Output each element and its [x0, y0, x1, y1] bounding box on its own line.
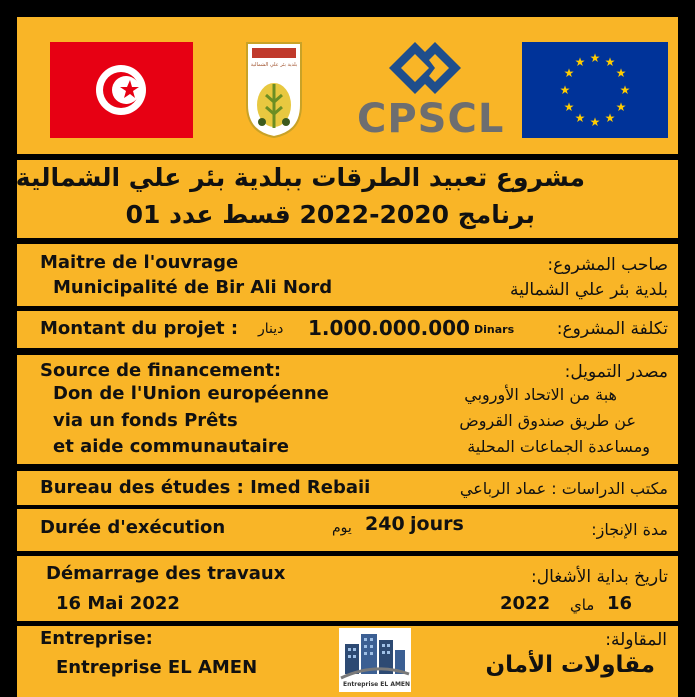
program-title: برنامج 2020-2022 قسط عدد 01 — [125, 200, 535, 229]
svg-text:★: ★ — [574, 111, 586, 125]
municipality-emblem — [244, 40, 304, 138]
demarrage-ar-label: تاريخ بداية الأشغال: — [531, 567, 668, 587]
montant-amount: 1.000.000.000 — [308, 316, 470, 340]
svg-text:★: ★ — [589, 115, 601, 129]
demarrage-fr-label: Démarrage des travaux — [46, 563, 286, 584]
cpscl-logo — [355, 40, 513, 140]
svg-text:★: ★ — [563, 100, 575, 114]
svg-text:★: ★ — [604, 111, 616, 125]
cpscl-logo-mark — [355, 40, 513, 102]
bureau-fr: Bureau des études : Imed Rebaii — [40, 477, 371, 498]
demarrage-fr-date: 16 Mai 2022 — [56, 593, 180, 614]
duree-fr-unit: jours — [410, 513, 464, 535]
svg-text:★: ★ — [563, 66, 575, 80]
svg-text:★: ★ — [604, 55, 616, 69]
eu-flag-stars — [522, 42, 668, 138]
duree-fr-label: Durée d'exécution — [40, 517, 226, 538]
duree-ar-unit: يوم — [332, 520, 352, 536]
entreprise-logo — [339, 628, 411, 692]
duree-ar-label: مدة الإنجاز: — [591, 520, 668, 539]
cpscl-label: CPSCL — [357, 96, 505, 142]
bureau-ar: مكتب الدراسات : عماد الرباعي — [459, 479, 668, 498]
source-fr-label: Source de financement: — [40, 360, 282, 381]
source-ar-line: هبة من الاتحاد الأوروبي — [464, 385, 617, 404]
svg-text:★: ★ — [589, 51, 601, 65]
source-ar-line: عن طريق صندوق القروض — [459, 411, 636, 430]
entreprise-logo-label: Entreprise EL AMEN — [343, 681, 411, 688]
demarrage-ar-year: 2022 — [500, 593, 551, 614]
entreprise-ar-value: مقاولات الأمان — [485, 652, 655, 678]
montant-ar-label: تكلفة المشروع: — [556, 319, 668, 339]
tunisia-flag-emblem — [50, 42, 193, 138]
municipality-emblem-text: بلدية بئر علي الشمالية — [250, 62, 298, 68]
source-fr-line: et aide communautaire — [53, 436, 289, 457]
maitre-fr-label: Maitre de l'ouvrage — [40, 252, 239, 273]
svg-text:★: ★ — [619, 83, 631, 97]
eu-flag — [522, 42, 668, 138]
svg-text:★: ★ — [615, 66, 627, 80]
project-title: مشروع تعبيد الطرقات ببلدية بئر علي الشمالية — [15, 163, 585, 192]
svg-text:★: ★ — [574, 55, 586, 69]
maitre-ar-label: صاحب المشروع: — [547, 255, 668, 275]
source-ar-line: ومساعدة الجماعات المحلية — [467, 437, 650, 456]
entreprise-ar-label: المقاولة: — [605, 630, 667, 650]
montant-ar-currency: دينار — [258, 321, 284, 337]
source-ar-label: مصدر التمويل: — [564, 362, 668, 382]
demarrage-ar-month: ماي — [570, 596, 595, 614]
maitre-ar-value: بلدية بئر علي الشمالية — [509, 280, 668, 300]
entreprise-fr-label: Entreprise: — [40, 628, 153, 649]
montant-fr-currency: Dinars — [474, 323, 515, 336]
duree-value: 240 — [365, 513, 405, 535]
montant-fr-label: Montant du projet : — [40, 318, 239, 339]
entreprise-fr-value: Entreprise EL AMEN — [56, 657, 258, 678]
source-fr-line: Don de l'Union européenne — [53, 383, 329, 404]
building-icon — [339, 628, 411, 680]
svg-text:★: ★ — [615, 100, 627, 114]
maitre-fr-value: Municipalité de Bir Ali Nord — [53, 277, 333, 298]
svg-text:★: ★ — [559, 83, 571, 97]
demarrage-ar-day: 16 — [607, 593, 633, 614]
tunisia-flag — [50, 42, 193, 138]
source-fr-line: via un fonds Prêts — [53, 410, 238, 431]
